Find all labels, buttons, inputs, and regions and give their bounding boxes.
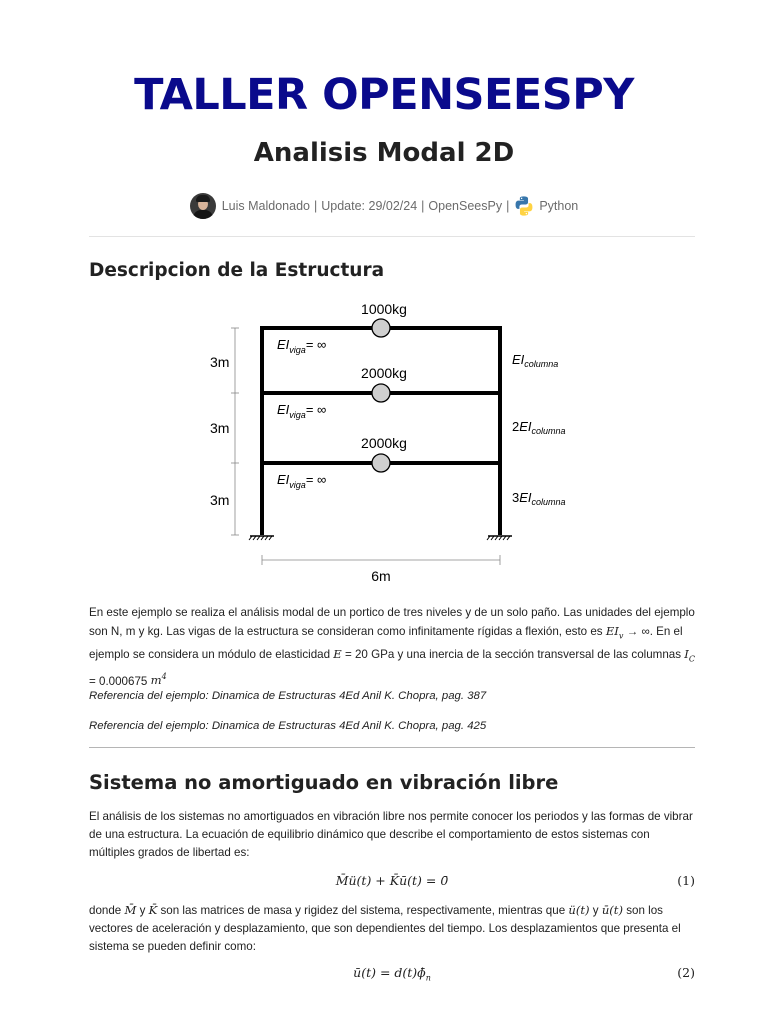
beam-ei-label: EI [277,402,290,417]
post-meta [0,193,768,219]
section-heading-vibracion: Sistema no amortiguado en vibración libre [89,771,559,794]
column-ei-prefix: 2 [512,419,520,434]
story-height-label: 3m [210,492,230,508]
meta-separator: | [506,199,510,213]
python-logo-icon [513,195,535,217]
mass-level-3 [372,319,390,337]
column-ei-label: EI [519,419,532,434]
beam-ei-sub: viga [289,410,306,420]
column-ei-sub: columna [531,497,566,507]
beam-ei-sub: viga [289,345,306,355]
mass-label: 2000kg [361,365,407,381]
beam-ei-eq: = ∞ [305,337,327,352]
equation-1-number: (1) [677,873,695,888]
divider [89,747,695,748]
equation-2-number: (2) [677,965,695,980]
beam-ei-eq: = ∞ [305,472,327,487]
equation-1-body: M̄ü(t) + K̄ū(t) = 0̄ [335,873,449,888]
author-avatar[interactable] [190,193,216,219]
mass-level-2 [372,384,390,402]
column-ei-sub: columna [531,426,566,436]
description-paragraph: En este ejemplo se realiza el análisis modal de un portico de tres niveles y de un solo paño. Las unidades del ejemplo son N, m y kg. Las vigas de la estructura se consideran como infinitamente rígidas a flexión, esto es $EI_v$ → ∞. En el ejemplo se considera un módulo de elasticidad E = 20 GPa y una inercia de la sección transversal de las columnas $I_C = 0.000675$ $m^4$ [89,606,695,688]
beam-ei-label: EI [277,337,290,352]
section-heading-estructura: Descripcion de la Estructura [89,260,385,281]
frame-structure-figure [208,295,577,585]
span-label: 6m [371,568,391,584]
reference-note: Referencia del ejemplo: Dinamica de Estructuras 4Ed Anil K. Chopra, pag. 425 [89,720,487,732]
mass-level-1 [372,454,390,472]
story-height-label: 3m [210,420,230,436]
displacement-paragraph: donde M̄ y K̄ son las matrices de masa y rigidez del sistema, respectivamente, mientras que ü(t) y ū(t) son los vectores de aceleración y desplazamiento, que son dependientes del tiempo. Los desplazamientos que presenta el sistema se pueden definir como: [89,903,681,953]
meta-separator: | [314,199,318,213]
column-ei-label: EI [519,490,532,505]
page-subtitle: Analisis Modal 2D [253,138,515,168]
equation-2-body: ū(t) = $d(t)\phī_n$ [353,965,431,983]
mass-label: 2000kg [361,435,407,451]
column-ei-sub: columna [524,359,559,369]
mass-label: 1000kg [361,301,407,317]
story-height-label: 3m [210,354,230,370]
column-ei-label: EI [512,352,525,367]
beam-ei-label: EI [277,472,290,487]
beam-ei-eq: = ∞ [305,402,327,417]
meta-separator: | [421,199,425,213]
divider [89,236,695,237]
topic-tag[interactable]: OpenSeesPy [428,199,503,213]
vibration-paragraph: El análisis de los sistemas no amortiguados en vibración libre nos permite conocer los periodos y las formas de vibrar de una estructura. La ecuación de equilibrio dinámico que describe el comportamiento de estos sistemas con múltiples grados de libertad es: [89,810,693,859]
language-tag[interactable]: Python [539,199,579,213]
page-title: TALLER OPENSEESPY [134,70,634,120]
beam-ei-sub: viga [289,480,306,490]
author-name[interactable]: Luis Maldonado [221,199,310,213]
update-date: Update: 29/02/24 [321,199,418,213]
reference-note: Referencia del ejemplo: Dinamica de Estructuras 4Ed Anil K. Chopra, pag. 387 [89,690,487,702]
column-ei-prefix: 3 [512,490,520,505]
